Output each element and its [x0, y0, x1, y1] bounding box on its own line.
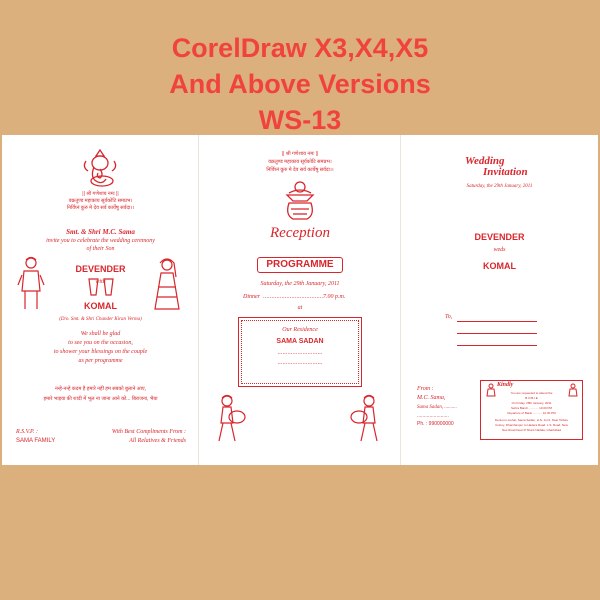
reception-date: Saturday, the 29th January, 2011	[260, 281, 340, 287]
kindly-line-8: Nee Road Near R Shant Nadala, Ghaziabad	[501, 428, 562, 432]
panel-envelope	[401, 135, 598, 465]
kindly-figure-right-icon	[567, 383, 579, 397]
compliments-name: All Relatives & Friends	[129, 438, 186, 444]
bride-name: KOMAL	[84, 301, 117, 311]
groom-figure-icon	[16, 255, 46, 311]
hindi-poem-2: हमारे भाइया की शादी में भूल ना जाना आने को... बिराजना, भैया	[43, 396, 158, 402]
rsvp-label: R.S.V.P. :	[16, 429, 38, 435]
from-name: M.C. Sama,	[417, 395, 446, 401]
dinner-time: 7.00 p.m.	[323, 294, 346, 300]
address-line-3	[457, 345, 537, 346]
kindly-line-5: Departure of Barat ........... 10.30 PM	[507, 411, 556, 415]
glad-line-1: We shall be glad	[80, 331, 121, 337]
bride-figure-icon	[152, 257, 182, 311]
bride-name: KOMAL	[483, 261, 516, 271]
hindi-line-3: निर्विघ्नं कुरु मे देव सर्व कार्येषु सर्वदा।।	[266, 167, 334, 173]
from-address: Sama Sadan, ..........	[417, 405, 457, 410]
bride-parents: (D/o. Smt. & Shri Chander Kiran Verma)	[59, 317, 142, 322]
couple-feet-icon	[86, 275, 116, 299]
with-text: with	[95, 279, 106, 285]
dinner-label: Dinner	[243, 294, 260, 300]
glad-line-2: to see you on the occasion,	[68, 340, 133, 346]
hindi-poem-1: नन्हे-नन्हे कदम है हमारे नहीं हम सबको बुलाने आए,	[54, 386, 147, 392]
wedding-word: Wedding	[465, 155, 505, 167]
host-names: Smt. & Shri M.C. Sama	[66, 228, 135, 236]
venue-dots-1: ...........................	[277, 350, 323, 356]
hindi-line-3: निर्विघ्नं कुरु मे देव सर्व कार्येषु सर्वदा।।	[66, 205, 135, 211]
kindly-line-6: Dera-ron-mehar, Sama Sadan, H.N. Jot 6, Near Telfore	[494, 418, 569, 422]
kalash-icon	[279, 179, 321, 223]
hindi-line-1: || श्री गणेशाय नमः ||	[82, 191, 119, 197]
glad-line-3: to shower your blessings on the couple	[53, 349, 148, 355]
groom-name: DEVENDER	[75, 264, 126, 274]
dinner-dots: ....................................	[263, 294, 324, 300]
header-line-2: And Above Versions	[169, 69, 431, 99]
header-line-1: CorelDraw X3,X4,X5	[171, 33, 429, 63]
invite-line-2: of their Son	[86, 246, 115, 252]
invite-line-1: invite you to celebrate the wedding ceremony	[46, 238, 155, 244]
kindly-title: Kindly	[497, 382, 514, 388]
hindi-line-1: || श्री गणेशाय नमः ||	[281, 151, 319, 157]
drummer-right-icon	[349, 393, 383, 445]
kindly-figure-left-icon	[485, 383, 497, 397]
kindly-line-7: Colony, Dharshanpur to Hadera Road. L.S. Road, New	[495, 423, 568, 427]
glad-line-4: as per programme	[78, 358, 123, 364]
to-label: To,	[445, 314, 453, 320]
from-label: From :	[417, 386, 434, 392]
kindly-line-3: On Friday, 28th January, 2011	[511, 401, 552, 405]
venue-dots-2: ...........................	[277, 360, 323, 366]
header-line-3: WS-13	[258, 105, 342, 135]
reception-title: Reception	[270, 225, 330, 241]
weds-text: weds	[493, 247, 506, 253]
invitation-word: Invitation	[483, 166, 528, 178]
from-address-2: .......................	[417, 413, 449, 419]
panel-reception	[199, 135, 401, 465]
ganesha-icon	[80, 147, 120, 189]
groom-name: DEVENDER	[474, 232, 525, 242]
kindly-line-4: Sehra Bandi ............ 10.00 PM	[510, 406, 553, 410]
hindi-line-2: वक्रतुण्ड महाकाय सूर्यकोटि समप्रभ।	[268, 159, 332, 165]
compliments-label: With Best Compliments From :	[111, 429, 186, 435]
kindly-line-2: B.O.B.I.E	[525, 396, 538, 400]
address-line-2	[457, 333, 537, 334]
card-panels	[2, 135, 598, 465]
hindi-line-2: वक्रतुण्ड महाकाय सूर्यकोटि समप्रभ।	[68, 198, 133, 204]
programme-label: PROGRAMME	[266, 259, 334, 270]
residence-label: Our Residence	[282, 327, 318, 333]
venue-name: SAMA SADAN	[276, 338, 324, 345]
from-phone: Ph. : 990000000	[417, 421, 454, 427]
address-line-1	[457, 321, 537, 322]
at-text: at	[297, 305, 303, 311]
drummer-left-icon	[213, 393, 247, 445]
envelope-date: Saturday, the 29th January, 2011	[466, 184, 533, 189]
panel-main-invite	[2, 135, 199, 465]
rsvp-name: SAMA FAMILY	[16, 438, 56, 444]
kindly-line-1: You are requested to attend the	[510, 391, 553, 395]
